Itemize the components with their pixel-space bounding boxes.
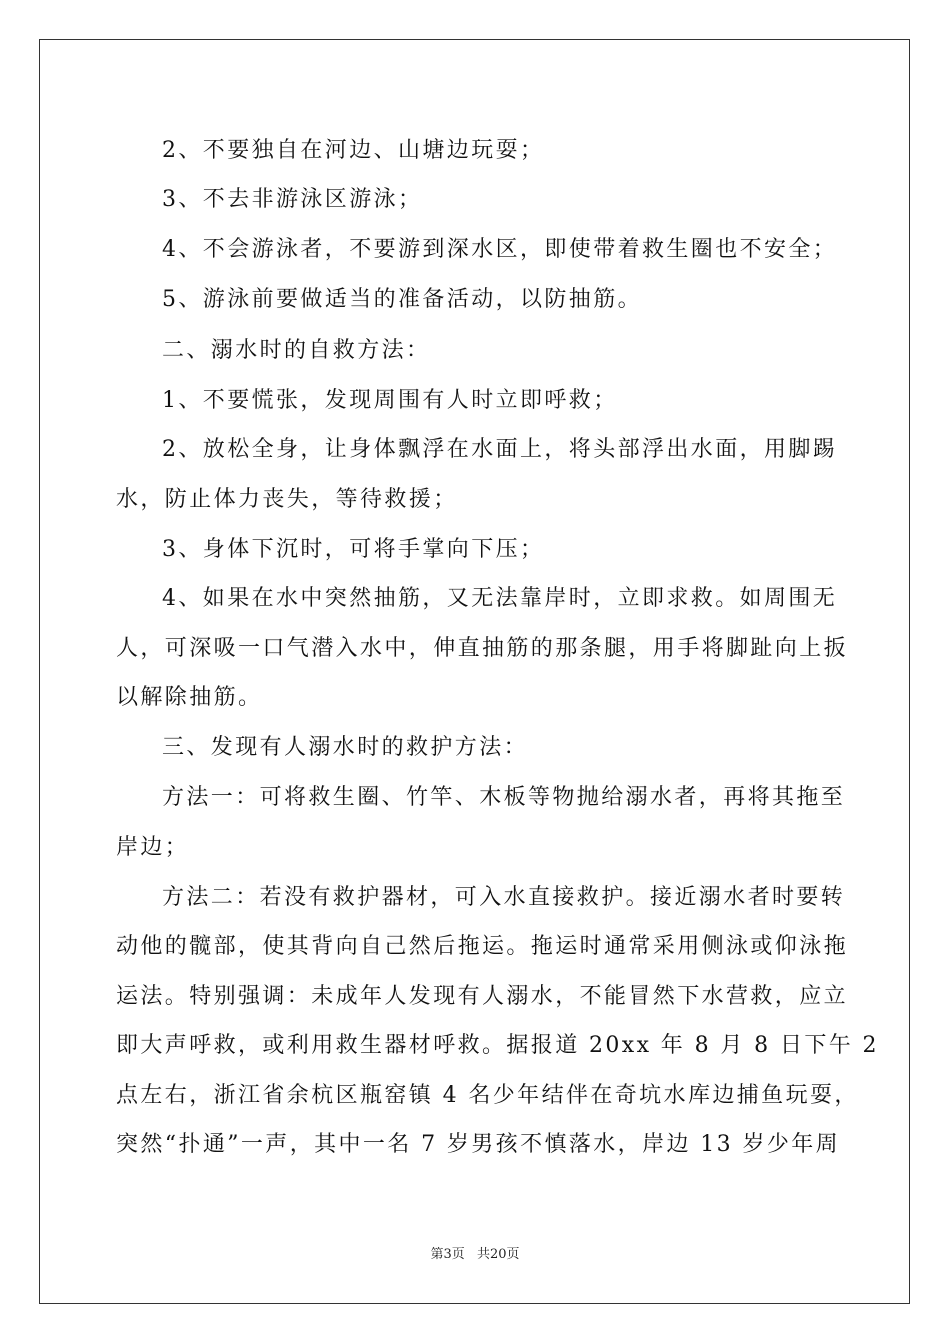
text-line: 5、游泳前要做适当的准备活动，以防抽筋。 — [162, 287, 642, 312]
text-line: 水，防止体力丧失，等待救援； — [116, 487, 458, 512]
section-heading: 二、溺水时的自救方法： — [162, 338, 431, 363]
text-line: 3、身体下沉时，可将手掌向下压； — [162, 537, 545, 562]
text-line: 突然“扑通”一声，其中一名 7 岁男孩不慎落水，岸边 13 岁少年周 — [116, 1132, 841, 1157]
text-line: 即大声呼救，或利用救生器材呼救。据报道 20xx 年 8 月 8 日下午 2 — [116, 1033, 879, 1058]
section-heading: 三、发现有人溺水时的救护方法： — [162, 735, 529, 760]
text-line: 点左右，浙江省余杭区瓶窑镇 4 名少年结伴在奇坑水库边捕鱼玩耍， — [116, 1083, 859, 1108]
text-line: 人，可深吸一口气潜入水中，伸直抽筋的那条腿，用手将脚趾向上扳 — [116, 636, 849, 661]
text-line: 岸边； — [116, 835, 190, 860]
text-line: 2、放松全身，让身体飘浮在水面上，将头部浮出水面，用脚踢 — [162, 437, 838, 462]
text-line: 4、不会游泳者，不要游到深水区，即使带着救生圈也不安全； — [162, 237, 838, 262]
text-line: 3、不去非游泳区游泳； — [162, 187, 423, 212]
page-total: 共20页 — [476, 1247, 520, 1262]
page-footer — [0, 1246, 950, 1264]
page-number: 第3页 — [430, 1247, 465, 1262]
text-line: 2、不要独自在河边、山塘边玩耍； — [162, 138, 545, 163]
text-line: 运法。特别强调：未成年人发现有人溺水，不能冒然下水营救，应立 — [116, 984, 849, 1009]
text-line: 1、不要慌张，发现周围有人时立即呼救； — [162, 388, 618, 413]
text-line: 方法一：可将救生圈、竹竿、木板等物抛给溺水者，再将其拖至 — [162, 785, 846, 810]
text-line: 方法二：若没有救护器材，可入水直接救护。接近溺水者时要转 — [162, 885, 846, 910]
text-line: 4、如果在水中突然抽筋，又无法靠岸时，立即求救。如周围无 — [162, 586, 838, 611]
page-border — [39, 39, 910, 1304]
text-line: 以解除抽筋。 — [116, 685, 263, 710]
text-line: 动他的髋部，使其背向自己然后拖运。拖运时通常采用侧泳或仰泳拖 — [116, 934, 849, 959]
